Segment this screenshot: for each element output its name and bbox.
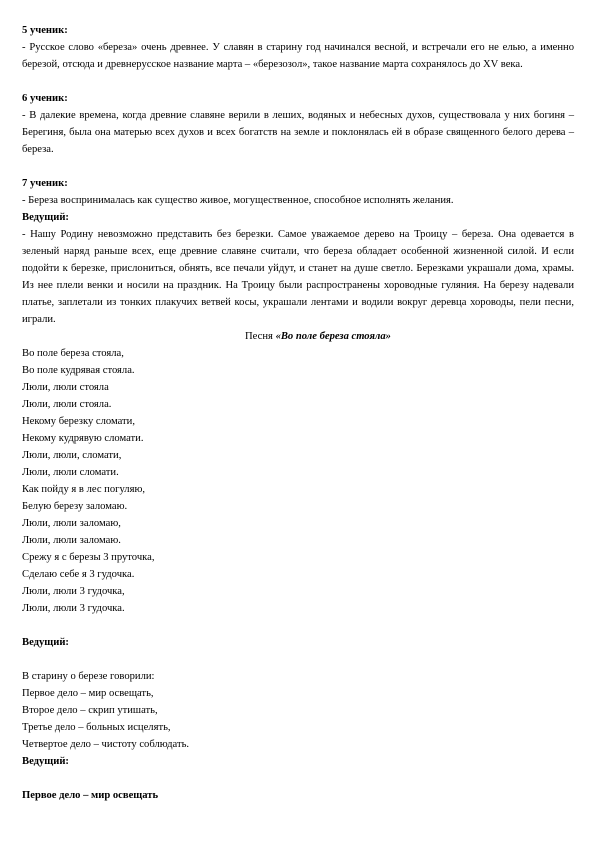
spacer — [22, 158, 574, 175]
saying-line: Второе дело – скрип утишать, — [22, 705, 158, 716]
spacer — [22, 73, 574, 90]
song-name: «Во поле береза стояла» — [275, 331, 391, 342]
song-line: Как пойду я в лес погуляю, — [22, 484, 146, 495]
song-line: Во поле береза стояла, — [22, 348, 124, 359]
saying-line: Первое дело – мир освещать, — [22, 688, 154, 699]
host-text: - Нашу Родину невозможно представить без березки. Самое уважаемое дерево на Троицу – береза. Она одевается в зеленый наряд раньше всех, еще древние славяне считали, что береза обладает особенной жизненной силой. И если подойти к березке, прислониться, обнять, все печали уйдут, и станет на душе светло. Березками украшали дома, храмы. Из нее плели венки и носили на праздник. На Троицу были распространены хороводные гуляния. На березу надевали платье, заплетали из тонких плакучих ветвей косы, украшали лентами и водили вокруг деревца хороводы, пели песни, играли. — [22, 229, 574, 325]
song-lyrics — [22, 345, 574, 617]
section-6-text: - В далекие времена, когда древние славяне верили в леших, водяных и небесных духов, существовала у них богиня – Берегиня, была она матерью всех духов и всех богатств на земле и поклонялась ей в образе священного белого дерева – береза. — [22, 110, 574, 155]
song-line: Люли, люли 3 гудочка, — [22, 586, 125, 597]
spacer — [22, 651, 574, 668]
song-label: Песня — [245, 331, 273, 342]
song-line: Белую березу заломаю. — [22, 501, 128, 512]
host-heading: Ведущий: — [22, 212, 69, 223]
section-5-text: - Русское слово «береза» очень древнее. У славян в старину год начинался весной, и встречали его не елью, а именно березой, отсюда и древнерусское название марта – «березозол», такое название марта сохранялось до XV века. — [22, 42, 574, 70]
section-7-text: - Береза воспринималась как существо живое, могущественное, способное исполнять желания. — [22, 195, 454, 206]
saying-lines — [22, 668, 574, 753]
spacer — [22, 617, 574, 634]
song-line: Некому кудрявую сломати. — [22, 433, 144, 444]
song-line: Люли, люли заломаю. — [22, 535, 121, 546]
final-line: Первое дело – мир освещать — [22, 790, 159, 801]
song-line: Некому березку сломати, — [22, 416, 136, 427]
section-6-heading: 6 ученик: — [22, 93, 68, 104]
song-line: Люли, люли заломаю, — [22, 518, 121, 529]
song-line: Люли, люли 3 гудочка. — [22, 603, 125, 614]
spacer — [22, 770, 574, 787]
song-line: Срежу я с березы 3 пруточка, — [22, 552, 155, 563]
document-page — [22, 22, 574, 804]
song-title — [22, 328, 574, 345]
section-7-heading: 7 ученик: — [22, 178, 68, 189]
saying-line: Четвертое дело – чистоту соблюдать. — [22, 739, 190, 750]
section-5-heading: 5 ученик: — [22, 25, 68, 36]
host-heading-3: Ведущий: — [22, 756, 69, 767]
saying-line: Третье дело – больных исцелять, — [22, 722, 171, 733]
song-line: Во поле кудрявая стояла. — [22, 365, 135, 376]
saying-line: В старину о березе говорили: — [22, 671, 155, 682]
song-line: Люли, люли сломати. — [22, 467, 119, 478]
song-line: Люли, люли стояла. — [22, 399, 112, 410]
host-heading-2: Ведущий: — [22, 637, 69, 648]
song-line: Люли, люли стояла — [22, 382, 109, 393]
song-line: Люли, люли, сломати, — [22, 450, 122, 461]
song-line: Сделаю себе я 3 гудочка. — [22, 569, 135, 580]
